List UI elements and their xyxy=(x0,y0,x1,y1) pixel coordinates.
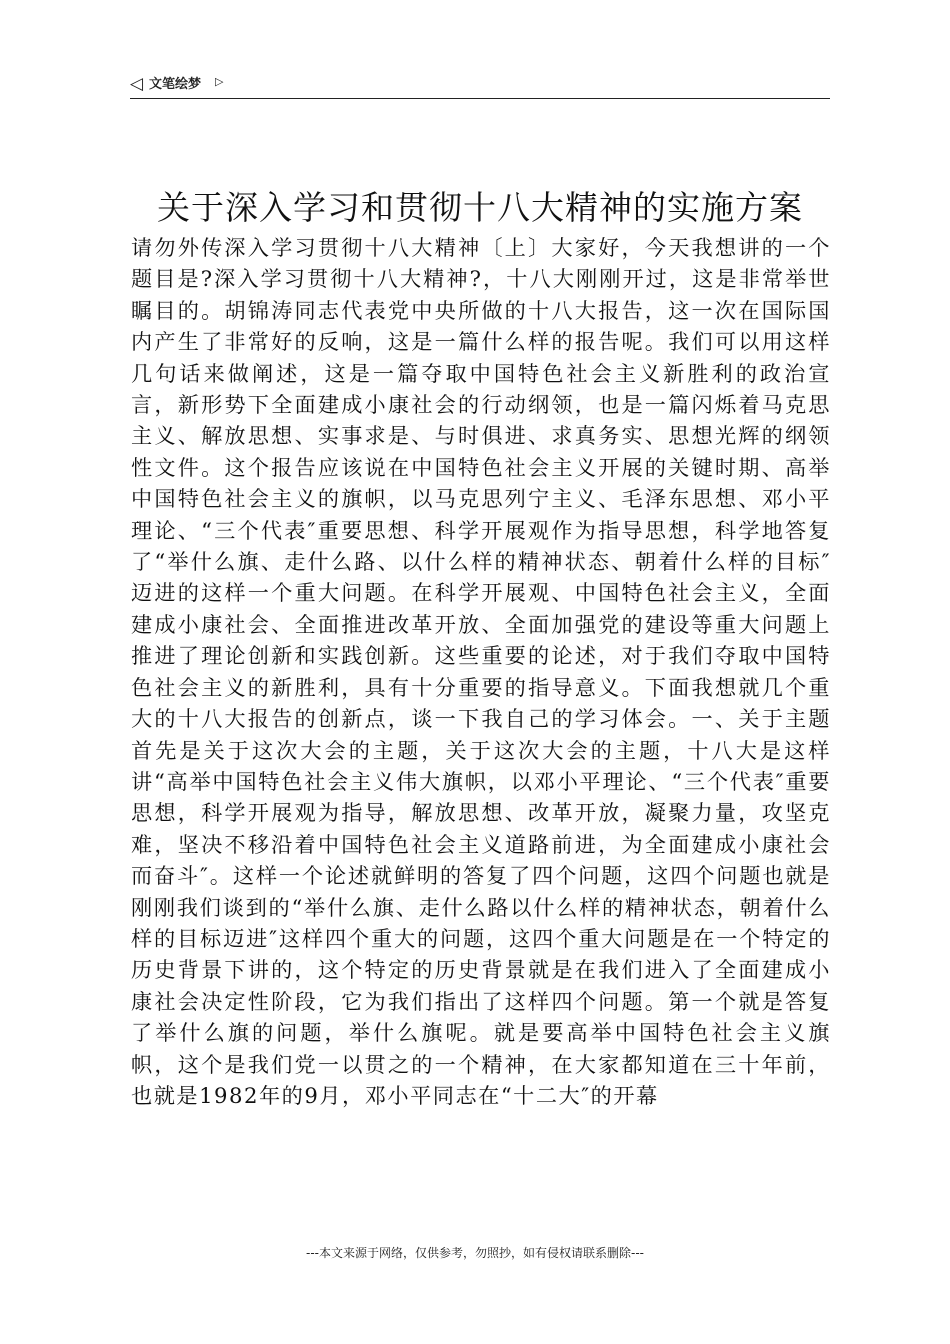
body-paragraph: 请勿外传深入学习贯彻十八大精神〔上〕大家好，今天我想讲的一个题目是?深入学习贯彻十八大精神?，十八大刚刚开过，这是非常举世瞩目的。胡锦涛同志代表党中央所做的十八大报告，这一次在国际国内产生了非常好的反响，这是一篇什么样的报告呢。我们可以用这样几句话来做阐述，这是一篇夺取中国特色社会主义新胜利的政治宣言，新形势下全面建成小康社会的行动纲领，也是一篇闪烁着马克思主义、解放思想、实事求是、与时俱进、求真务实、思想光辉的纲领性文件。这个报告应该说在中国特色社会主义开展的关键时期、高举中国特色社会主义的旗帜，以马克思列宁主义、毛泽东思想、邓小平理论、“三个代表″重要思想、科学开展观作为指导思想，科学地答复了“举什么旗、走什么路、以什么样的精神状态、朝着什么样的目标″迈进的这样一个重大问题。在科学开展观、中国特色社会主义，全面建成小康社会、全面推进改革开放、全面加强党的建设等重大问题上推进了理论创新和实践创新。这些重要的论述，对于我们夺取中国特色社会主义的新胜利，具有十分重要的指导意义。下面我想就几个重大的十八大报告的创新点，谈一下我自己的学习体会。一、关于主题首先是关于这次大会的主题，关于这次大会的主题，十八大是这样讲“高举中国特色社会主义伟大旗帜，以邓小平理论、“三个代表″重要思想，科学开展观为指导，解放思想、改革开放，凝聚力量，攻坚克难，坚决不移沿着中国特色社会主义道路前进，为全面建成小康社会而奋斗″。这样一个论述就鲜明的答复了四个问题，这四个问题也就是刚刚我们谈到的“举什么旗、走什么路以什么样的精神状态，朝着什么样的目标迈进″这样四个重大的问题，这四个重大问题是在一个特定的历史背景下讲的，这个特定的历史背景就是在我们进入了全面建成小康社会决定性阶段，它为我们指出了这样四个问题。第一个就是答复了举什么旗的问题，举什么旗呢。就是要高举中国特色社会主义旗帜，这个是我们党一以贯之的一个精神，在大家都知道在三十年前，也就是1982年的9月，邓小平同志在“十二大″的开幕 xyxy=(131,235,831,1108)
page-header xyxy=(130,74,830,99)
triangle-left-icon: ◁ xyxy=(130,74,144,94)
triangle-right-icon: ▷ xyxy=(215,75,224,88)
site-name: 文笔绘梦 xyxy=(149,77,202,92)
footer-disclaimer: ---本文来源于网络，仅供参考，勿照抄，如有侵权请联系删除--- xyxy=(306,1246,644,1260)
document-title: 关于深入学习和贯彻十八大精神的实施方案 xyxy=(157,188,803,227)
